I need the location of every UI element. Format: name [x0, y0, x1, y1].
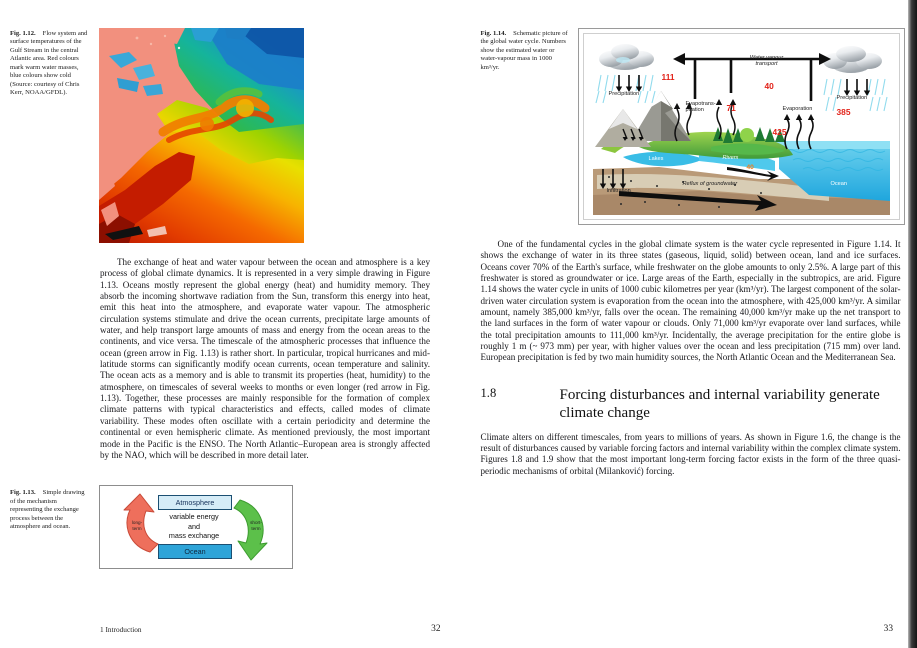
left-paragraph-1: The exchange of heat and water vapour between the ocean and atmosphere is a key process of global climate dynamics. It is represented in a very simple drawing in Figure 1.13. Oceans mostly represent the global energy (heat) and humidity memory. They absorb the incoming shortwave radiation from the Sun, transform this energy into heat, emit this heat into the atmosphere, and evaporate water vapour. The atmospheric circulation systems stimulate and drive the ocean currents, precipitate large amounts of water, and help transport large amounts of mass and energy from the ocean areas to the continents, and vice versa. The timescale of the atmospheric processes that influence the ocean (green arrow in Fig. 1.13) is rather short. In particular, tropical hurricanes and mid-latitude storms can significantly modify ocean currents, ocean temperature and salinity. The ocean acts as a memory and is able to transmit its properties (heat, humidity) to the atmosphere, on timescales of several weeks to months or even longer (red arrow in Fig. 1.13). Together, these processes are mainly responsible for the formation of complex climate patterns with typical characteristics and effects, called modes of climate variability. These modes often oscillate with a certain periodicity and determine the continental or even hemispheric climate. As mentioned previously, the most important mode in the Pacific is the ENSO. The North Atlantic–European area is strongly affected by the NAO, which will be described in more detail later. [100, 257, 430, 460]
label-precipitation-land: Precipitation [608, 91, 640, 97]
right-body-text-2 [481, 432, 901, 477]
figure-1-13-caption-text: Simple drawing of the mechanism representing the exchange process between the atmosphere and ocean. [10, 489, 85, 530]
figure-1-14-label: Fig. 1.14. [480, 30, 507, 37]
water-cycle-svg [579, 29, 904, 224]
long-term-label-line-1: long- [131, 520, 143, 526]
left-body-text [100, 257, 430, 461]
long-term-label-line-2: term [132, 525, 142, 531]
value-ocean-precipitation: 385 [836, 107, 851, 117]
right-body-text [481, 239, 901, 364]
centre-text-line-1: variable energy [169, 512, 219, 522]
figure-1-14 [481, 28, 908, 225]
water-cycle-diagram [578, 28, 905, 225]
page-edge-binding [908, 0, 917, 648]
sst-map-svg [99, 28, 304, 243]
section-heading-1-8 [481, 386, 908, 422]
right-paragraph-1: One of the fundamental cycles in the global climate system is the water cycle represented in Figure 1.14. It shows the exchange of water in its three states (gaseous, liquid, solid) between ocean, land and ice surfaces. Oceans cover 70% of the Earth's surface, while freshwater on the globe amounts to only 2.5%. A large part of this freshwater is stored as groundwater or ice. Large areas of the Earth, especially in the subtropics, are arid. Figure 1.14 shows the water cycle in units of 1000 cubic kilometres per year (km³/yr). The largest component of the solar-driven water circulation system is evaporation from the ocean into the atmosphere, with 425,000 km³/yr. A similar amount, namely 385,000 km³/yr, falls over the ocean. The remaining 40,000 km³/yr make up the net transport to the land surfaces in the form of water vapour or clouds. Only 71,000 km³/yr evaporate over land surfaces, while the total precipitation amounts to 111,000 km³/yr. Incidentally, the average precipitation for the entire globe is roughly 1 m (~ 973 mm) per year, with higher values over the ocean and less precipitation (715 mm) over land. European precipitation is fed by two main humidity sources, the North Atlantic Ocean and the Mediterranean Sea. [480, 239, 901, 363]
label-evapotranspiration: Evapotrans-piration [685, 101, 716, 113]
short-term-label-line-2: term [251, 525, 261, 531]
short-term-label-line-1: short- [250, 520, 262, 526]
gulf-stream-sst-image [99, 28, 304, 243]
right-page-footer [481, 624, 894, 634]
left-page-footer [100, 624, 441, 634]
figure-1-14-caption [481, 28, 569, 72]
figure-1-12 [10, 28, 441, 243]
section-title: Forcing disturbances and internal variability generate climate change [559, 386, 880, 421]
right-paragraph-2: Climate alters on different timescales, from years to millions of years. As shown in Figure 1.6, the change is the result of disturbances caused by variable forcing factors and internal variability within the complex climate system. Figures 1.8 and 1.9 show that the most important long-term forcing factor exists in the form of the three quasi-periodic mechanisms of orbital (Milanković) forcing. [480, 431, 901, 476]
centre-text-line-2: and [188, 521, 200, 531]
page-number-left: 32 [431, 624, 441, 634]
label-reflux-of-groundwater: Reflux of groundwater [682, 181, 738, 187]
atmosphere-ocean-exchange-diagram [99, 485, 293, 569]
figure-1-13 [10, 485, 441, 569]
figure-1-12-label: Fig. 1.12. [10, 30, 36, 37]
value-ocean-evaporation: 425 [772, 127, 787, 137]
section-number: 1.8 [480, 385, 497, 400]
page-right [459, 0, 917, 648]
label-lakes: Lakes [648, 156, 664, 162]
ocean-box: Ocean [158, 544, 232, 559]
atmosphere-box: Atmosphere [158, 495, 232, 510]
exchange-centre-text [148, 512, 240, 540]
label-infiltration: Infiltration [606, 188, 631, 194]
label-rivers: Rivers [722, 155, 739, 161]
label-evaporation: Evaporation [782, 106, 813, 112]
figure-1-12-caption [10, 28, 90, 98]
sst-map [99, 28, 304, 243]
centre-text-line-3: mass exchange [168, 531, 220, 540]
label-precipitation-ocean: Precipitation [836, 95, 868, 101]
running-head-left: 1 Introduction [100, 625, 142, 634]
figure-1-14-caption-text: Schematic picture of the global water cycle. Numbers show the estimated water or water-vapour mass in 1000 km³/yr. [480, 30, 568, 71]
value-water-vapour-transport: 40 [764, 81, 774, 91]
short-term-label [247, 520, 265, 531]
value-rivers: 40 [746, 164, 754, 171]
figure-1-12-caption-text: Flow system and surface temperatures of the Gulf Stream in the central Atlantic area. Red colours mark warm water masses, blue colours show cold (Source: courtesy of Chris Kerr, NOAA/GFDL). [10, 30, 88, 97]
figure-1-13-label: Fig. 1.13. [10, 489, 36, 497]
label-ocean: Ocean [830, 181, 847, 187]
value-evapotranspiration: 71 [726, 103, 736, 113]
figure-1-13-caption [10, 485, 90, 531]
long-term-label [129, 520, 145, 531]
value-land-precipitation: 111 [661, 72, 675, 82]
page-number-right: 33 [883, 624, 893, 634]
label-water-vapour-transport: Water vapour transport [749, 55, 784, 68]
